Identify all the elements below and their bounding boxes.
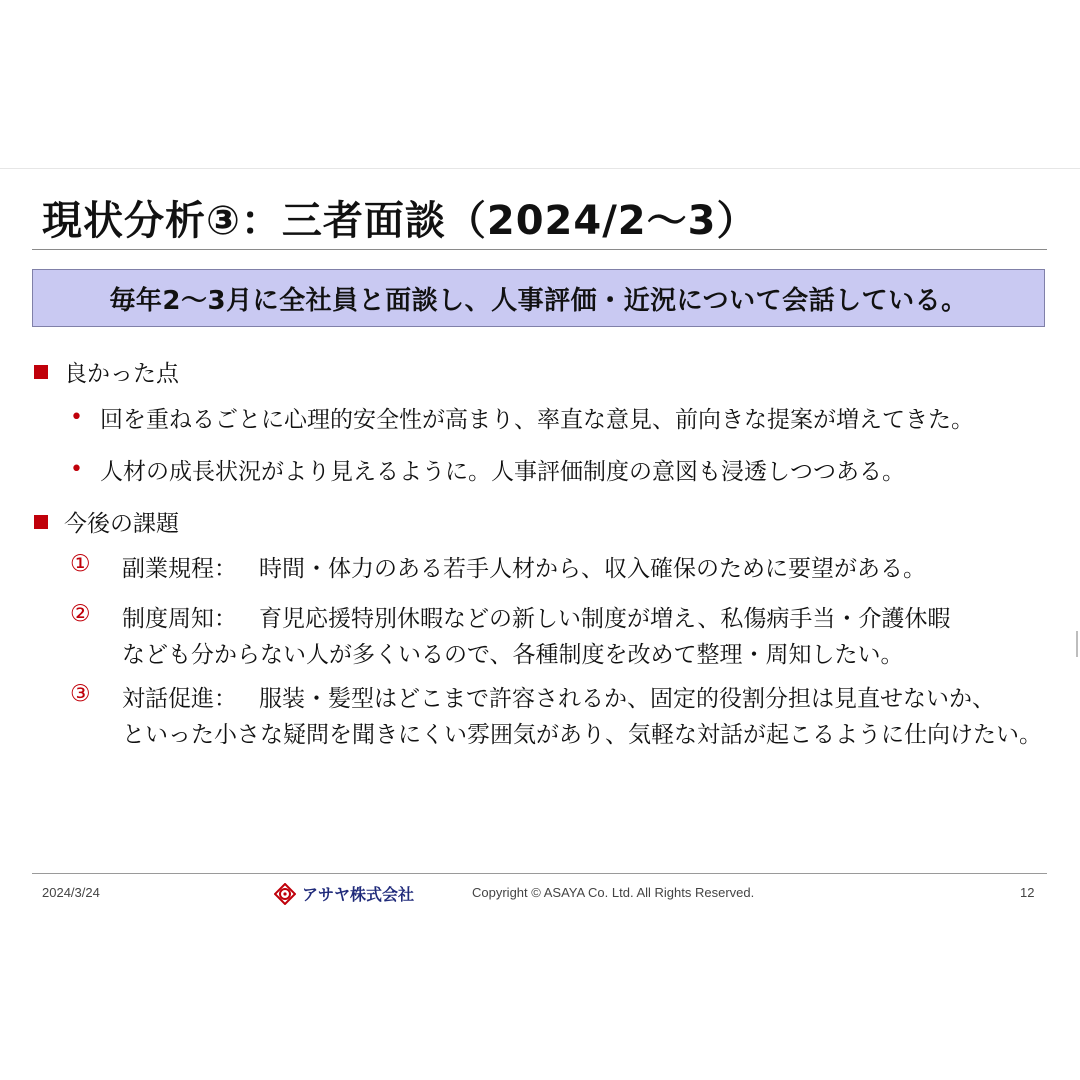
issue-text: 服装・髪型はどこまで許容されるか、固定的役割分担は見直せないか、 [259, 686, 995, 712]
section-heading-good-points [34, 355, 179, 388]
issue-text: 時間・体力のある若手人材から、収入確保のために要望がある。 [259, 556, 926, 582]
scroll-indicator [1076, 631, 1078, 657]
issue-line [70, 681, 1045, 717]
asaya-logo-icon [274, 883, 296, 905]
issue-number: ① [70, 551, 91, 577]
summary-banner-text: 毎年2～3月に全社員と面談し、人事評価・近況について会話している。 [109, 285, 968, 316]
red-dot-icon: • [70, 457, 83, 482]
section-heading-text: 良かった点 [64, 361, 179, 387]
footer-date: 2024/3/24 [42, 885, 100, 900]
page-number: 12 [1020, 885, 1035, 900]
summary-banner [32, 269, 1045, 327]
issue-heading: 副業規程： [122, 556, 237, 582]
bullet-text: 回を重ねるごとに心理的安全性が高まり、率直な意見、前向きな提案が増えてきた。 [100, 407, 974, 433]
issue-heading: 制度周知： [122, 606, 237, 632]
footer-copyright: Copyright © ASAYA Co. Ltd. All Rights Reserved. [472, 885, 755, 900]
red-dot-icon: • [70, 405, 83, 430]
bullet-text: 人材の成長状況がより見えるように。人事評価制度の意図も浸透しつつある。 [100, 459, 905, 485]
issue-line [70, 551, 1045, 587]
red-square-icon [34, 365, 48, 379]
list-item [70, 453, 905, 486]
section-heading-future-issues [34, 505, 179, 538]
issue-item-3 [70, 681, 1045, 753]
issue-heading: 対話促進： [122, 686, 237, 712]
issue-item-1 [70, 551, 1045, 587]
issue-line [70, 601, 1045, 637]
list-item [70, 401, 974, 434]
red-square-icon [34, 515, 48, 529]
company-name: アサヤ株式会社 [302, 885, 415, 904]
title-divider [32, 249, 1047, 250]
issue-item-2 [70, 601, 1045, 673]
issue-text-continued: といった小さな疑問を聞きにくい雰囲気があり、気軽な対話が起こるように仕向けたい。 [122, 722, 1042, 748]
slide [0, 168, 1080, 911]
section-heading-text: 今後の課題 [64, 511, 179, 537]
issue-text-continued: なども分からない人が多くいるので、各種制度を改めて整理・周知したい。 [122, 642, 904, 668]
issue-text: 育児応援特別休暇などの新しい制度が増え、私傷病手当・介護休暇 [259, 606, 951, 632]
company-logo [274, 882, 414, 905]
issue-number: ② [70, 601, 91, 627]
issue-number: ③ [70, 681, 91, 707]
slide-title: 現状分析③：三者面談（2024/2～3） [42, 198, 758, 244]
footer-divider [32, 873, 1047, 874]
